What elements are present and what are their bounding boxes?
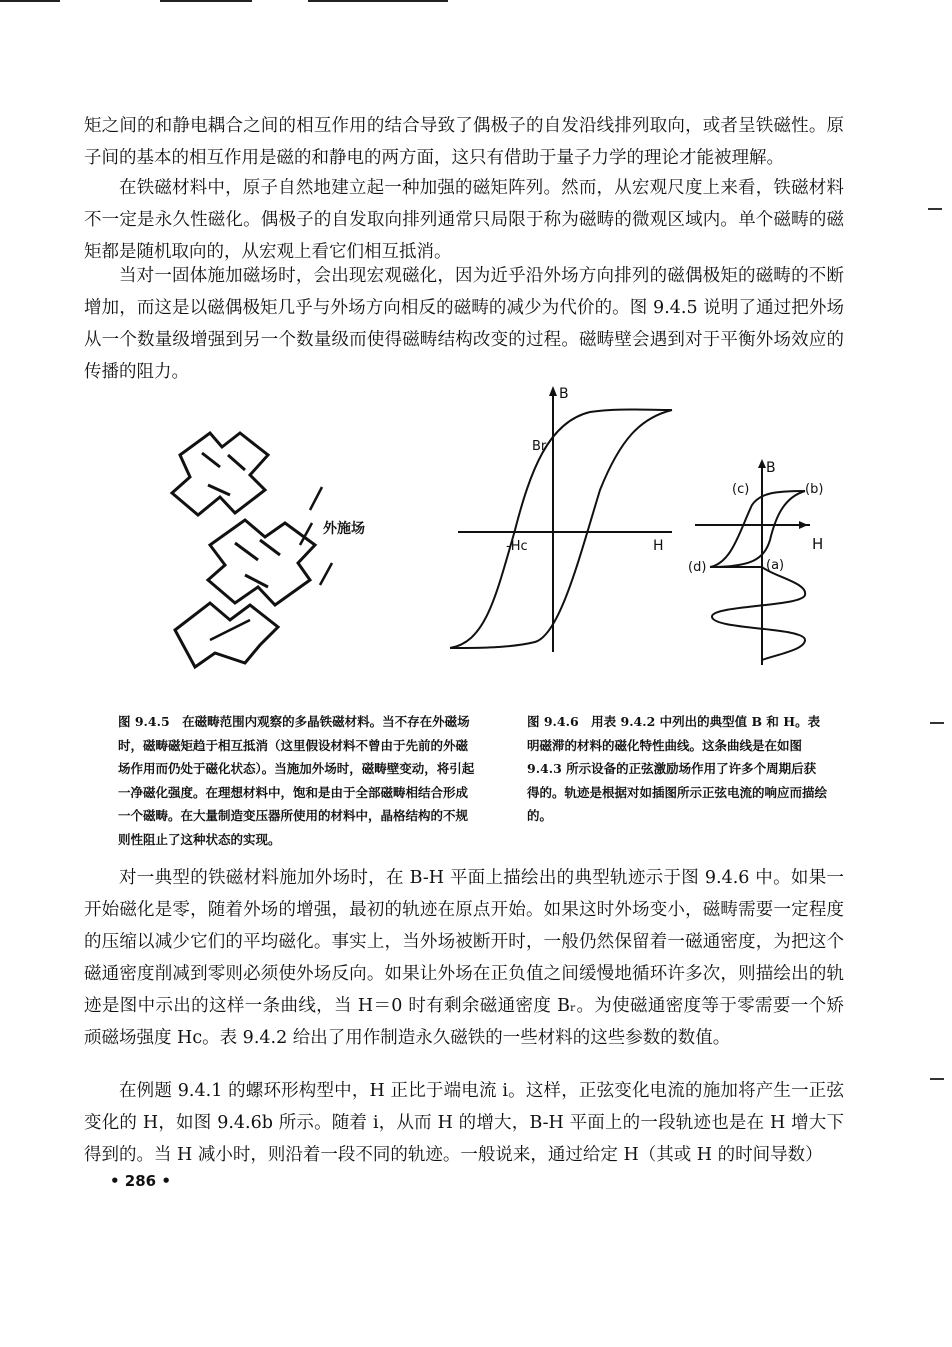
axis-h-label: H (653, 538, 664, 554)
figure-946a-hysteresis-loop (440, 380, 700, 660)
paragraph-1: 矩之间的和静电耦合之间的相互作用的结合导致了偶极子的自发沿线排列取向，或者呈铁磁性。原子间的基本的相互作用是磁的和静电的两方面，这只有借助于量子力学的理论才能被理解。 (84, 116, 844, 168)
point-label-a: (a) (766, 558, 785, 573)
margin-mark-3 (930, 1078, 944, 1080)
paragraph-4: 对一典型的铁磁材料施加外场时，在 B-H 平面上描绘出的典型轨迹示于图 9.4.6 中。如果一开始磁化是零，随着外场的增强，最初的轨迹在原点开始。如果这时外场变小，磁畴需要一定程度的压缩以减少它们的平均磁化。事实上，当外场被断开时，一般仍然保留着一磁通密度，为把这个磁通密度削减到零则必须使外场反向。如果让外场在正负值之间缓慢地循环许多次，则描绘出的轨迹是图中示出的这样一条曲线，当 H＝0 时有剩余磁通密度 Bᵣ。为使磁通密度等于零需要一个矫顽磁场强度 Hc。表 9.4.2 给出了用作制造永久磁铁的一些材料的这些参数的数值。 (84, 868, 844, 1048)
axis-b-label: B (559, 386, 569, 402)
hc-label: -Hc (506, 539, 528, 554)
br-label: Br (532, 439, 547, 454)
margin-mark-1 (928, 208, 942, 210)
inset-axis-h-label: H (812, 535, 824, 553)
inset-axis-b-label: B (766, 460, 776, 476)
figure-945-domains (150, 415, 380, 670)
point-label-c: (c) (732, 482, 750, 497)
paragraph-3: 当对一固体施加磁场时，会出现宏观磁化，因为近乎沿外场方向排列的磁偶极矩的磁畴的不断增加，而这是以磁偶极矩几乎与外场方向相反的磁畴的减少为代价的。图 9.4.5 说明了通过把外场从一个数量级增强到另一个数量级而使得磁畴结构改变的过程。磁畴壁会遇到对于平衡外场效应的传播的阻力。 (84, 266, 844, 382)
paragraph-2: 在铁磁材料中，原子自然地建立起一种加强的磁矩阵列。然而，从宏观尺度上来看，铁磁材料不一定是永久性磁化。偶极子的自发取向排列通常只局限于称为磁畴的微观区域内。单个磁畴的磁矩都是随机取向的，从宏观上看它们相互抵消。 (84, 178, 844, 262)
header-rule-left (0, 0, 60, 2)
figure-946b-inset (680, 455, 840, 675)
figure-946-caption: 图 9.4.6 用表 9.4.2 中列出的典型值 B 和 H。表明磁滞的材料的磁化特性曲线。这条曲线是在如图 9.4.3 所示设备的正弦激励场作用了许多个周期后获得的。轨迹是根据对如插图所示正弦电流的响应而描绘的。 (527, 714, 828, 823)
point-label-d: (d) (688, 560, 707, 575)
applied-field-label: 外施场 (323, 521, 365, 537)
header-rule-right (308, 0, 448, 2)
page-number: • 286 • (110, 1172, 171, 1190)
margin-mark-2 (930, 722, 944, 724)
paragraph-5: 在例题 9.4.1 的螺环形构型中，H 正比于端电流 i。这样，正弦变化电流的施加将产生一正弦变化的 H，如图 9.4.6b 所示。随着 i，从而 H 的增大，B-H 平面上的一段轨迹也是在 H 增大下得到的。当 H 减小时，则沿着一段不同的轨迹。一般说来，通过给定 H（其或 H 的时间导数） (84, 1081, 844, 1165)
header-rule-mid (160, 0, 252, 2)
point-label-b: (b) (805, 482, 824, 497)
figure-945-caption: 图 9.4.5 在磁畴范围内观察的多晶铁磁材料。当不存在外磁场时，磁畴磁矩趋于相互抵消（这里假设材料不曾由于先前的外磁场作用而仍处于磁化状态）。当施加外场时，磁畴壁变动，将引起一净磁化强度。在理想材料中，饱和是由于全部磁畴相结合形成一个磁畴。在大量制造变压器所使用的材料中，晶格结构的不规则性阻止了这种状态的实现。 (118, 714, 475, 847)
